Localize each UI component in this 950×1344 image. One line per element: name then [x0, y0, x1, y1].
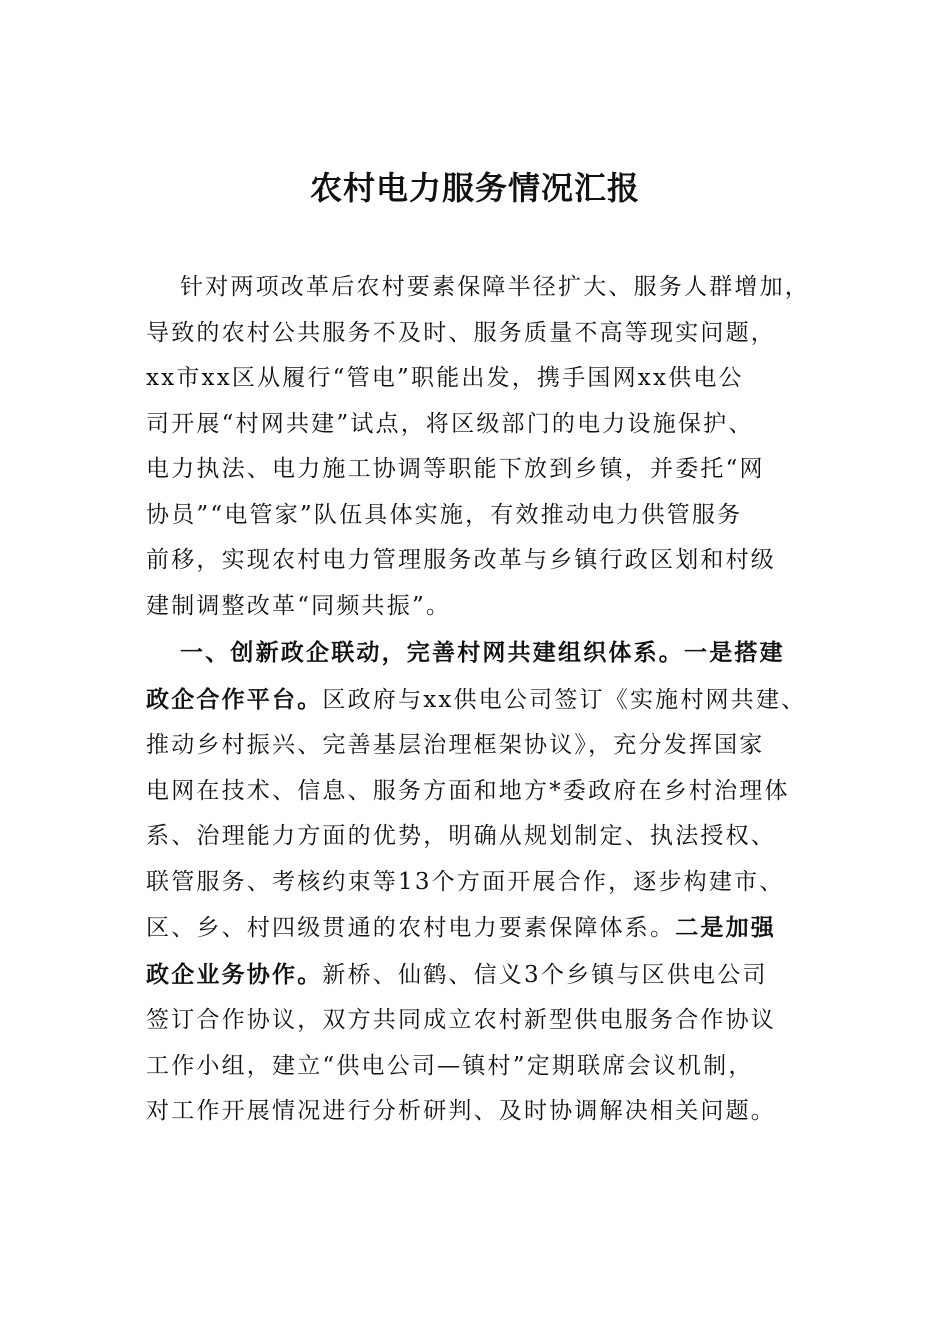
paragraph-line: 电网在技术、信息、服务方面和地方*委政府在乡村治理体	[146, 777, 790, 804]
paragraph-line: 前移，实现农村电力管理服务改革与乡镇行政区划和村级	[146, 547, 776, 573]
paragraph-text: 新桥、仙鹤、信义3个乡镇与区供电公司	[322, 961, 768, 988]
paragraph-line: 工作小组，建立“供电公司—镇村”定期联席会议机制，	[146, 1052, 754, 1079]
section-heading: 一、创新政企联动，完善村网共建组织体系。	[180, 639, 684, 666]
paragraph-line	[146, 677, 826, 724]
paragraph-line: 电力执法、电力施工协调等职能下放到乡镇，并委托“网	[146, 456, 765, 482]
paragraph-line: 司开展“村网共建”试点，将区级部门的电力设施保护、	[146, 410, 754, 437]
paragraph-text: 区、乡、村四级贯通的农村电力要素保障体系。	[146, 915, 676, 941]
paragraph-line: 针对两项改革后农村要素保障半径扩大、服务人群增加，	[180, 274, 810, 300]
paragraph-line: 系、治理能力方面的优势，明确从规划制定、执法授权、	[146, 823, 776, 849]
subpoint-lead: 政企合作平台。	[146, 685, 323, 713]
subpoint-lead: 二是加强	[675, 914, 777, 941]
paragraph-line	[146, 630, 826, 677]
intro-paragraph	[146, 265, 826, 629]
paragraph-line	[146, 952, 826, 999]
paragraph-text: 区政府与xx供电公司签订《实施村网共建、	[322, 686, 807, 713]
paragraph-line: 签订合作协议，双方共同成立农村新型供电服务合作协议	[146, 1007, 776, 1033]
paragraph-line: 协员”“电管家”队伍具体实施，有效推动电力供管服务	[146, 501, 743, 528]
paragraph-line: 对工作开展情况进行分析研判、及时协调解决相关问题。	[146, 1098, 776, 1124]
section-one-paragraph	[146, 630, 826, 1135]
paragraph-line	[146, 905, 826, 952]
paragraph-line: 建制调整改革“同频共振”。	[146, 592, 452, 619]
paragraph-line: 推动乡村振兴、完善基层治理框架协议》，充分发挥国家	[146, 732, 765, 758]
document-title: 农村电力服务情况汇报	[309, 169, 640, 207]
subpoint-lead: 一是搭建	[684, 639, 785, 666]
subpoint-lead: 政企业务协作。	[146, 960, 323, 988]
paragraph-line: xx市xx区从履行“管电”职能出发，携手国网xx供电公	[146, 365, 744, 391]
paragraph-line: 导致的农村公共服务不及时、服务质量不高等现实问题，	[146, 319, 776, 346]
paragraph-line: 联管服务、考核约束等13个方面开展合作，逐步构建市、	[146, 868, 785, 895]
